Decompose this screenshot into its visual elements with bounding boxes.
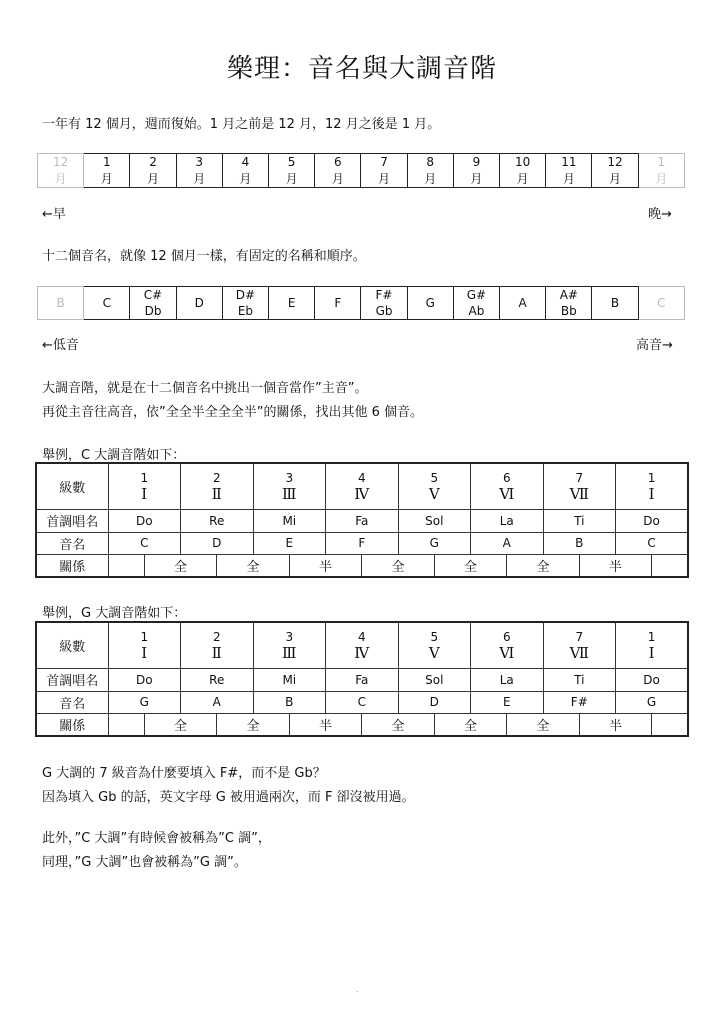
month-unit: 月	[546, 170, 592, 188]
relation-spacer	[652, 554, 688, 577]
note-name-natural: C	[84, 287, 130, 320]
relation-cell: 全	[362, 713, 435, 736]
degree-header: 級數	[36, 463, 108, 509]
months-number-row	[38, 154, 685, 170]
solfege-cell: Ti	[543, 668, 616, 691]
months-unit-row	[38, 170, 685, 188]
solfege-cell: La	[471, 668, 544, 691]
note-cell: C	[326, 691, 399, 713]
note-cell: B	[543, 532, 616, 554]
degree-roman-numeral: Ⅵ	[499, 485, 515, 504]
note-cell: C	[616, 532, 689, 554]
degree-roman-numeral: Ⅰ	[141, 644, 148, 663]
degree-roman-numeral: Ⅱ	[211, 485, 222, 504]
degree-number: 7	[575, 471, 584, 486]
note-name-flat: Eb	[222, 303, 268, 320]
note-header: 音名	[36, 532, 108, 554]
month-unit: 月	[84, 170, 130, 188]
scale-degree-cell	[108, 463, 181, 509]
relation-cell: 全	[362, 554, 435, 577]
g-major-degree-row	[36, 622, 688, 668]
footer-dot: .	[356, 985, 359, 994]
solfege-header: 首調唱名	[36, 668, 108, 691]
note-name-sharp: D#	[222, 287, 268, 304]
note-name-natural: C	[638, 287, 684, 320]
scale-degree-cell	[543, 622, 616, 668]
relation-cell: 全	[507, 554, 580, 577]
note-cell: G	[616, 691, 689, 713]
relation-cell: 半	[579, 554, 652, 577]
degree-roman-numeral: Ⅰ	[648, 644, 655, 663]
major-scale-definition: 大調音階，就是在十二個音名中挑出一個音當作”主音”。	[42, 381, 368, 396]
scale-degree-cell	[616, 463, 689, 509]
note-name-natural: B	[592, 287, 638, 320]
degree-roman-numeral: Ⅰ	[648, 485, 655, 504]
month-number: 12	[38, 154, 84, 170]
c-major-degree-row	[36, 463, 688, 509]
relation-cell: 全	[144, 554, 217, 577]
degree-roman-numeral: Ⅳ	[354, 485, 370, 504]
degree-roman-numeral: Ⅱ	[211, 644, 222, 663]
note-header: 音名	[36, 691, 108, 713]
months-table	[37, 153, 685, 188]
note-cell: F#	[543, 691, 616, 713]
note-name-sharp: A#	[546, 287, 592, 304]
month-number: 5	[269, 154, 315, 170]
scale-degree-cell	[326, 463, 399, 509]
note-cell: E	[253, 532, 326, 554]
note-cell: A	[471, 532, 544, 554]
relation-cell: 全	[434, 713, 507, 736]
note-cell: D	[398, 691, 471, 713]
degree-number: 3	[285, 630, 294, 645]
note-names-paragraph: 十二個音名，就像 12 個月一樣，有固定的名稱和順序。	[42, 249, 366, 264]
f-sharp-explanation: 因為填入 Gb 的話，英文字母 G 被用過兩次，而 F 卻沒被用過。	[42, 790, 415, 805]
late-label: 晚→	[648, 207, 672, 222]
low-pitch-label: ←低音	[42, 338, 79, 353]
note-name-flat: Bb	[546, 303, 592, 320]
high-pitch-label: 高音→	[636, 338, 673, 353]
scale-degree-cell	[398, 463, 471, 509]
solfege-cell: Sol	[398, 668, 471, 691]
solfege-cell: Do	[616, 509, 689, 532]
note-cell: E	[471, 691, 544, 713]
month-unit: 月	[315, 170, 361, 188]
month-unit: 月	[407, 170, 453, 188]
solfege-header: 首調唱名	[36, 509, 108, 532]
g-major-scale-table	[35, 621, 689, 737]
note-name-natural: E	[269, 287, 315, 320]
month-unit: 月	[361, 170, 407, 188]
degree-roman-numeral: Ⅰ	[141, 485, 148, 504]
relation-cell: 全	[217, 713, 290, 736]
relation-cell: 全	[434, 554, 507, 577]
early-label: ←早	[42, 207, 66, 222]
scale-degree-cell	[108, 622, 181, 668]
degree-number: 1	[647, 471, 656, 486]
degree-number: 1	[140, 630, 149, 645]
degree-roman-numeral: Ⅲ	[282, 644, 297, 663]
degree-roman-numeral: Ⅳ	[354, 644, 370, 663]
month-number: 1	[638, 154, 684, 170]
solfege-cell: Mi	[253, 668, 326, 691]
notes-row-2	[38, 303, 685, 320]
note-name-natural: G	[407, 287, 453, 320]
intro-paragraph: 一年有 12 個月，週而復始。1 月之前是 12 月，12 月之後是 1 月。	[42, 117, 441, 132]
solfege-cell: Fa	[326, 509, 399, 532]
notes-row-1	[38, 287, 685, 304]
degree-roman-numeral: Ⅴ	[428, 485, 440, 504]
relation-spacer	[108, 713, 144, 736]
month-unit: 月	[269, 170, 315, 188]
note-cell: A	[181, 691, 254, 713]
relation-cell: 半	[289, 554, 362, 577]
scale-degree-cell	[181, 622, 254, 668]
solfege-cell: Do	[616, 668, 689, 691]
degree-number: 5	[430, 471, 439, 486]
c-major-solfege-row	[36, 509, 688, 532]
relation-cell: 全	[217, 554, 290, 577]
month-number: 10	[500, 154, 546, 170]
month-unit: 月	[500, 170, 546, 188]
month-number: 6	[315, 154, 361, 170]
degree-roman-numeral: Ⅶ	[569, 485, 589, 504]
relation-cell: 半	[289, 713, 362, 736]
note-names-table	[37, 286, 685, 320]
month-number: 7	[361, 154, 407, 170]
note-name-sharp: C#	[130, 287, 176, 304]
note-name-sharp: F#	[361, 287, 407, 304]
degree-roman-numeral: Ⅲ	[282, 485, 297, 504]
relation-cell: 半	[579, 713, 652, 736]
note-cell: B	[253, 691, 326, 713]
note-name-natural: F	[315, 287, 361, 320]
scale-degree-cell	[543, 463, 616, 509]
c-major-note-row	[36, 532, 688, 554]
month-number: 3	[176, 154, 222, 170]
solfege-cell: Fa	[326, 668, 399, 691]
relation-header: 關係	[36, 554, 108, 577]
note-cell: G	[108, 691, 181, 713]
relation-spacer	[652, 713, 688, 736]
degree-number: 6	[502, 630, 511, 645]
degree-number: 4	[357, 630, 366, 645]
degree-roman-numeral: Ⅴ	[428, 644, 440, 663]
month-unit: 月	[592, 170, 638, 188]
g-major-example-label: 舉例，G 大調音階如下：	[42, 606, 187, 621]
note-name-flat: Ab	[453, 303, 499, 320]
solfege-cell: Ti	[543, 509, 616, 532]
month-unit: 月	[130, 170, 176, 188]
g-key-note: 同理，”G 大調”也會被稱為”G 調”。	[42, 855, 247, 870]
month-number: 11	[546, 154, 592, 170]
month-unit: 月	[222, 170, 268, 188]
degree-number: 2	[212, 630, 221, 645]
relation-cell: 全	[507, 713, 580, 736]
degree-number: 1	[140, 471, 149, 486]
scale-degree-cell	[616, 622, 689, 668]
solfege-cell: Mi	[253, 509, 326, 532]
c-major-example-label: 舉例，C 大調音階如下：	[42, 448, 186, 463]
scale-degree-cell	[471, 463, 544, 509]
month-unit: 月	[38, 170, 84, 188]
note-cell: D	[181, 532, 254, 554]
degree-number: 6	[502, 471, 511, 486]
scale-degree-cell	[253, 622, 326, 668]
scale-degree-cell	[398, 622, 471, 668]
g-major-relation-row	[36, 713, 688, 736]
month-unit: 月	[453, 170, 499, 188]
solfege-cell: Do	[108, 509, 181, 532]
note-cell: G	[398, 532, 471, 554]
degree-header: 級數	[36, 622, 108, 668]
note-name-natural: D	[176, 287, 222, 320]
solfege-cell: Sol	[398, 509, 471, 532]
solfege-cell: Do	[108, 668, 181, 691]
month-unit: 月	[638, 170, 684, 188]
note-name-flat: Gb	[361, 303, 407, 320]
note-name-natural: B	[38, 287, 84, 320]
degree-number: 1	[647, 630, 656, 645]
note-name-sharp: G#	[453, 287, 499, 304]
page-title: 樂理：音名與大調音階	[226, 54, 497, 84]
f-sharp-question: G 大調的 7 級音為什麼要填入 F#，而不是 Gb？	[42, 766, 326, 781]
g-major-note-row	[36, 691, 688, 713]
note-name-natural: A	[500, 287, 546, 320]
relation-header: 關係	[36, 713, 108, 736]
degree-number: 4	[357, 471, 366, 486]
scale-degree-cell	[326, 622, 399, 668]
relation-spacer	[108, 554, 144, 577]
solfege-cell: La	[471, 509, 544, 532]
degree-number: 2	[212, 471, 221, 486]
degree-roman-numeral: Ⅶ	[569, 644, 589, 663]
month-number: 1	[84, 154, 130, 170]
month-number: 12	[592, 154, 638, 170]
note-name-flat: Db	[130, 303, 176, 320]
note-cell: C	[108, 532, 181, 554]
degree-number: 3	[285, 471, 294, 486]
relation-cell: 全	[144, 713, 217, 736]
month-number: 8	[407, 154, 453, 170]
c-major-scale-table	[35, 462, 689, 578]
degree-number: 7	[575, 630, 584, 645]
degree-roman-numeral: Ⅵ	[499, 644, 515, 663]
month-number: 2	[130, 154, 176, 170]
g-major-solfege-row	[36, 668, 688, 691]
scale-degree-cell	[471, 622, 544, 668]
month-number: 4	[222, 154, 268, 170]
degree-number: 5	[430, 630, 439, 645]
solfege-cell: Re	[181, 668, 254, 691]
major-scale-rule: 再從主音往高音，依”全全半全全全半”的關係，找出其他 6 個音。	[42, 405, 424, 420]
month-number: 9	[453, 154, 499, 170]
scale-degree-cell	[181, 463, 254, 509]
solfege-cell: Re	[181, 509, 254, 532]
month-unit: 月	[176, 170, 222, 188]
scale-degree-cell	[253, 463, 326, 509]
c-key-note: 此外，”C 大調”有時候會被稱為”C 調”，	[42, 831, 271, 846]
c-major-relation-row	[36, 554, 688, 577]
note-cell: F	[326, 532, 399, 554]
